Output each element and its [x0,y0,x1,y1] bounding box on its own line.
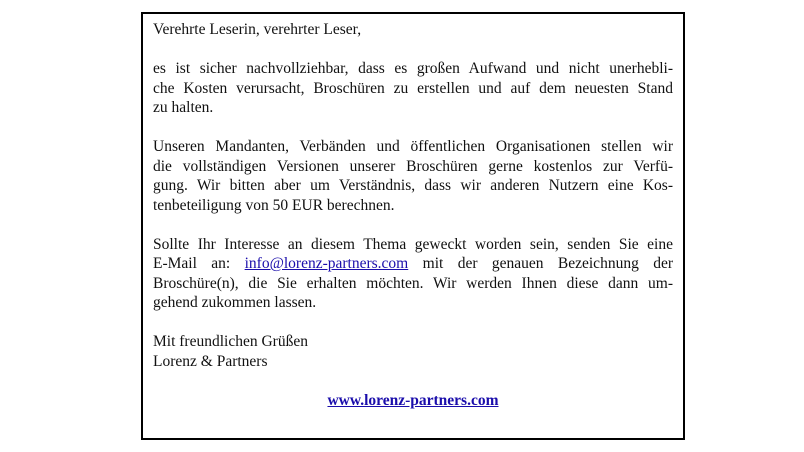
paragraph-line: Broschüre(n), die Sie erhalten möchten. Wir werden Ihnen diese dann um- [153,274,673,292]
paragraph-gap [153,118,673,138]
paragraph-line-email [153,254,673,274]
paragraph-line: Sollte Ihr Interesse an diesem Thema geweckt worden sein, senden Sie eine [153,235,673,253]
paragraph-line: che Kosten verursacht, Broschüren zu erstellen und auf dem neuesten Stand [153,79,673,97]
greeting: Verehrte Leserin, verehrter Leser, [153,21,362,38]
paragraph-line: die vollständigen Versionen unserer Broschüren gerne kostenlos zur Verfü- [153,157,673,175]
signature: Lorenz & Partners [153,352,268,370]
paragraph-line: Unseren Mandanten, Verbänden und öffentlichen Organisationen stellen wir [153,138,673,155]
email-link[interactable]: info@lorenz-partners.com [244,255,409,272]
paragraph-line: tenbeteiligung von 50 EUR berechnen. [153,196,395,214]
paragraph-line: gehend zukommen lassen. [153,294,317,311]
paragraph-gap [153,40,673,60]
paragraph-line: es ist sicher nachvollziehbar, dass es großen Aufwand und nicht unerhebli- [153,60,673,77]
email-suffix: mit der genauen Bezeichnung der [408,255,673,272]
paragraph-gap [153,215,673,235]
website-line [153,391,673,411]
website-link[interactable]: www.lorenz-partners.com [327,391,499,409]
paragraph-line: gung. Wir bitten aber um Verständnis, dass wir anderen Nutzern eine Kos- [153,177,673,194]
paragraph-contact [153,235,673,313]
paragraph-gap [153,371,673,391]
paragraph-cost-notice [153,59,673,118]
email-prefix: E-Mail an: [153,255,245,272]
paragraph-free-offer [153,137,673,215]
closing: Mit freundlichen Grüßen [153,333,308,350]
paragraph-gap [153,313,673,333]
notice-box [141,12,685,440]
paragraph-line: zu halten. [153,99,214,116]
